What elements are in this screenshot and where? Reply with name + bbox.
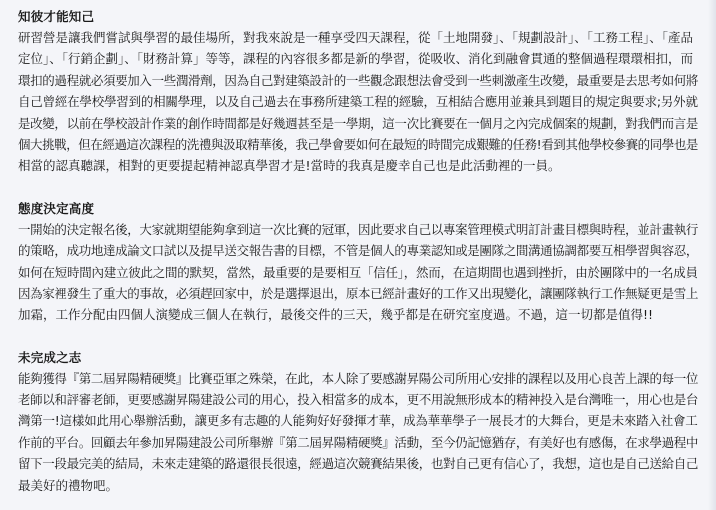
paragraph-line: 作前的平台。回顧去年參加昇陽建設公司所舉辦『第二屆昇陽精硬獎』活動，至今仍記憶猶存，有美好也有感傷，在求學過程中 <box>18 434 698 450</box>
paragraph-line: 因為家裡發生了重大的事故，必須趕回家中，於是選擇退出，原本已經計畫好的工作又出現變化，讓團隊執行工作無疑更是雪上 <box>18 285 698 301</box>
paragraph-line: 相當的認真聽課，相對的更要提起精神認真學習才是!當時的我真是慶幸自己也是此活動裡的一員。 <box>18 158 561 174</box>
paragraph-line: 留下一段最完美的結局，未來走建築的路還很長很遠，經過這次競賽結果後，也對自己更有信心了，我想，這也是自己送給自己 <box>18 456 698 472</box>
paragraph-line: 定位」、「行銷企劃」、「財務計算」等等，課程的內容很多都是新的學習，從吸收、消化到融會貫通的整個過程環環相扣，而 <box>18 51 694 67</box>
paragraph-line: 最美好的禮物吧。 <box>18 477 119 493</box>
document-content <box>18 6 698 496</box>
paragraph-line: 研習營是讓我們嘗試與學習的最佳場所，對我來說是一種享受四天課程，從「土地開發」、「規劃設計」、「工務工程」、「產品 <box>18 30 694 45</box>
section-paragraph-attitude <box>18 219 698 326</box>
paragraph-line: 能夠獲得『第二屆昇陽精硬獎』比賽亞軍之殊榮，在此，本人除了要感謝昇陽公司所用心安排的課程以及用心良苦上課的每一位 <box>18 370 698 386</box>
paragraph-line: 灣第一!這樣如此用心舉辦活動，讓更多有志趣的人能夠好好發揮才華，成為華華學子一展長才的大舞台，更是未來踏入社會工 <box>18 413 698 429</box>
paragraph-spacer <box>18 177 698 198</box>
paragraph-line: 如何在短時間內建立彼此之間的默契，當然，最重要的是要相互「信任」，然而，在這期間也遇到挫折，由於團隊中的一名成員 <box>18 264 698 280</box>
paragraph-spacer <box>18 326 698 347</box>
paragraph-line: 一開始的決定報名後，大家就期望能夠拿到這一次比賽的冠軍，因此要求自己以專案管理模式明訂計畫目標與時程，並計畫執行 <box>18 221 698 237</box>
section-paragraph-unfinished <box>18 368 698 496</box>
paragraph-line: 加霜，工作分配由四個人演變成三個人在執行，最後交件的三天，幾乎都是在研究室度過。不過，這一切都是值得!! <box>18 307 654 323</box>
page-edge-shadow <box>708 0 716 510</box>
section-heading-know-others: 知彼才能知己 <box>18 9 95 24</box>
paragraph-line: 是改變，以前在學校設計作業的創作時間都是好幾週甚至是一學期，這一次比賽要在一個月之內完成個案的規劃，對我們而言是 <box>18 115 698 131</box>
paragraph-line: 的策略，成功地達成論文口試以及提早送交報告書的目標，不管是個人的專業認知或是團隊之間溝通協調都要互相學習與容忍， <box>18 243 698 259</box>
paragraph-line: 個大挑戰，但在經過這次課程的洗禮與汲取精華後，我己學會要如何在最短的時間完成艱難的任務!看到其他學校參賽的同學也是 <box>18 136 698 152</box>
paragraph-line: 環扣的過程就必須要加入一些潤滑劑，因為自己對建築設計的一些觀念跟想法會受到一些刺激產生改變，最重要是去思考如何將 <box>18 72 698 88</box>
section-paragraph-know-others <box>18 27 698 177</box>
section-heading-unfinished: 未完成之志 <box>18 349 82 365</box>
paragraph-line: 自己曾經在學校學習到的相關學理，以及自己過去在事務所建築工程的經驗，互相結合應用並兼具到題目的規定與要求;另外就 <box>18 94 698 110</box>
paragraph-line: 老師以和評審老師，更要感謝昇陽建設公司的用心，投入相當多的成本，更不用說無形成本的精神投入是台灣唯一，用心也是台 <box>18 392 698 408</box>
section-heading-attitude: 態度決定高度 <box>18 200 95 216</box>
